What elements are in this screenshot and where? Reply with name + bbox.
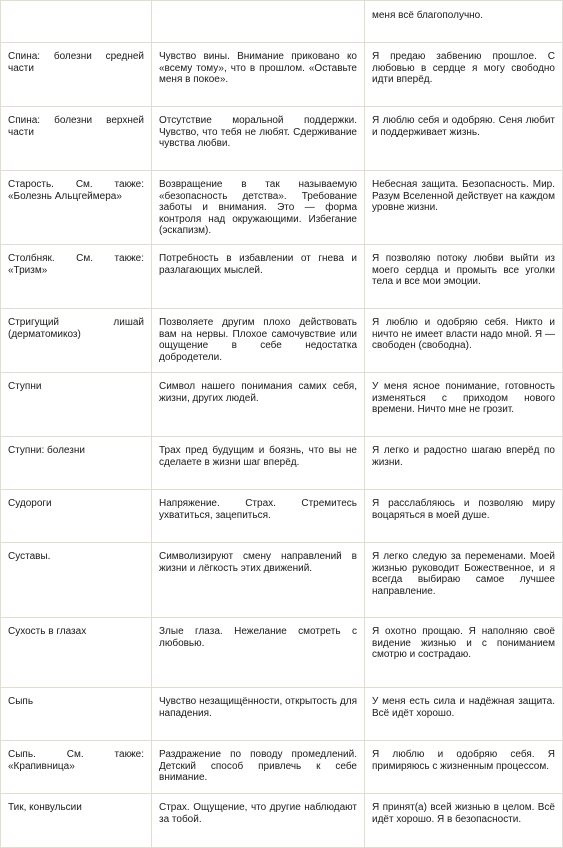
problem-cell: Столбняк. См. также: «Тризм» [1, 245, 152, 309]
problem-cell: Спина: болезни верхней части [1, 107, 152, 171]
new-pattern-cell: Я люблю и одобряю себя. Я примиряюсь с жизненным процессом. [365, 741, 563, 794]
problem-cell: Ступни: болезни [1, 437, 152, 490]
table-row [1, 794, 563, 848]
table-row [1, 373, 563, 437]
table-row [1, 618, 563, 688]
new-pattern-cell: Я позволяю потоку любви выйти из моего сердца и промыть все уголки тела и все мои эмоции. [365, 245, 563, 309]
cause-cell: Трах пред будущим и боязнь, что вы не сделаете в жизни шаг вперёд. [152, 437, 365, 490]
cause-cell: Символ нашего понимания самих себя, жизни, других людей. [152, 373, 365, 437]
table-row [1, 437, 563, 490]
table-row [1, 245, 563, 309]
cause-cell: Напряжение. Страх. Стремитесь ухватиться, зацепиться. [152, 490, 365, 543]
new-pattern-cell: меня всё благополучно. [365, 1, 563, 43]
table-row [1, 171, 563, 245]
cause-cell: Возвращение в так называемую «безопасность детства». Требование заботы и внимания. Это — форма контроля над окружающими. Избегание (эскапизм). [152, 171, 365, 245]
problem-cell [1, 1, 152, 43]
new-pattern-cell: Я расслабляюсь и позволяю миру воцаряться в моей душе. [365, 490, 563, 543]
new-pattern-cell: Я люблю себя и одобряю. Сеня любит и поддерживает жизнь. [365, 107, 563, 171]
new-pattern-cell: Я люблю и одобряю себя. Никто и ничто не имеет власти надо мной. Я — свободен (свободна). [365, 309, 563, 373]
cause-cell: Символизируют смену направлений в жизни и лёгкость этих движений. [152, 543, 365, 618]
new-pattern-cell: У меня ясное понимание, готовность изменяться с приходом нового времени. Ничто мне не грозит. [365, 373, 563, 437]
cause-cell: Злые глаза. Нежелание смотреть с любовью. [152, 618, 365, 688]
problem-cell: Стригущий лишай (дерматомикоз) [1, 309, 152, 373]
table-body [1, 1, 563, 848]
new-pattern-cell: Я охотно прощаю. Я наполняю своё видение жизнью и с пониманием смотрю и сострадаю. [365, 618, 563, 688]
cause-cell: Потребность в избавлении от гнева и разлагающих мыслей. [152, 245, 365, 309]
problem-cell: Ступни [1, 373, 152, 437]
problem-cell: Суставы. [1, 543, 152, 618]
table-row [1, 543, 563, 618]
new-pattern-cell: Я принят(а) всей жизнью в целом. Всё идёт хорошо. Я в безопасности. [365, 794, 563, 848]
problem-cell: Сыпь [1, 688, 152, 741]
problem-cell: Старость. См. также: «Болезнь Альцгеймера» [1, 171, 152, 245]
new-pattern-cell: Я предаю забвению прошлое. С любовью в сердце я могу свободно идти вперёд. [365, 43, 563, 107]
table-row [1, 107, 563, 171]
table-row [1, 741, 563, 794]
new-pattern-cell: У меня есть сила и надёжная защита. Всё идёт хорошо. [365, 688, 563, 741]
cause-cell: Отсутствие моральной поддержки. Чувство, что тебя не любят. Сдерживание чувства любви. [152, 107, 365, 171]
new-pattern-cell: Я легко и радостно шагаю вперёд по жизни. [365, 437, 563, 490]
table-row [1, 688, 563, 741]
cause-cell [152, 1, 365, 43]
cause-cell: Позволяете другим плохо действовать вам на нервы. Плохое самочувствие или ощущение в себе недостатка добродетели. [152, 309, 365, 373]
table-row [1, 309, 563, 373]
table-row [1, 490, 563, 543]
problem-cell: Спина: болезни средней части [1, 43, 152, 107]
problem-cell: Тик, конвульсии [1, 794, 152, 848]
table-row [1, 1, 563, 43]
cause-cell: Чувство незащищённости, открытость для нападения. [152, 688, 365, 741]
table-row [1, 43, 563, 107]
cause-cell: Раздражение по поводу промедлений. Детский способ привлечь к себе внимание. [152, 741, 365, 794]
cause-cell: Страх. Ощущение, что другие наблюдают за тобой. [152, 794, 365, 848]
new-pattern-cell: Небесная защита. Безопасность. Мир. Разум Вселенной действует на каждом уровне жизни. [365, 171, 563, 245]
problem-cell: Сыпь. См. также: «Крапивница» [1, 741, 152, 794]
problem-cell: Судороги [1, 490, 152, 543]
new-pattern-cell: Я легко следую за переменами. Моей жизнью руководит Божественное, и я всегда выбираю самое лучшее направление. [365, 543, 563, 618]
cause-cell: Чувство вины. Внимание приковано ко «всему тому», что в прошлом. «Оставьте меня в покое». [152, 43, 365, 107]
problem-cell: Сухость в глазах [1, 618, 152, 688]
